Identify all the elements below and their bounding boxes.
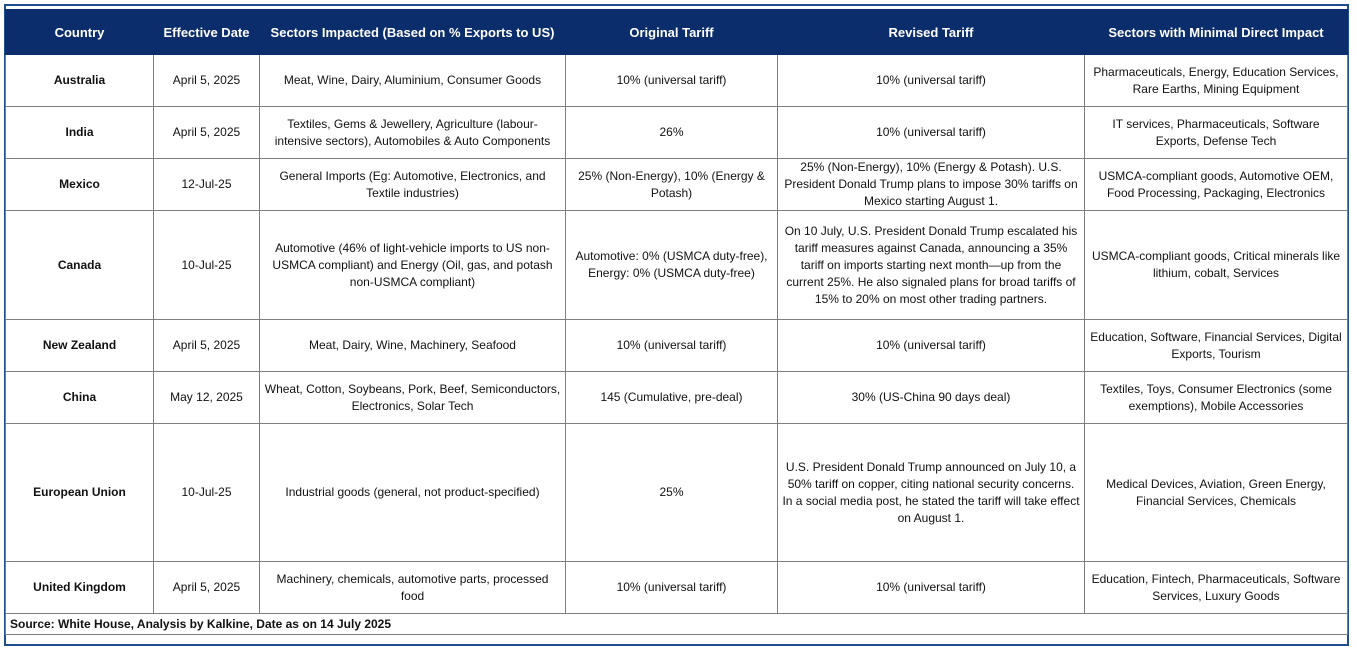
header-sectors-impacted: Sectors Impacted (Based on % Exports to US) bbox=[260, 10, 566, 55]
table-row bbox=[6, 372, 1348, 424]
country-cell: India bbox=[6, 107, 154, 159]
original-tariff-cell: Automotive: 0% (USMCA duty-free), Energy: 0% (USMCA duty-free) bbox=[566, 211, 778, 320]
table-row bbox=[6, 424, 1348, 562]
revised-tariff-cell: U.S. President Donald Trump announced on July 10, a 50% tariff on copper, citing national security concerns. In a social media post, he stated the tariff will take effect on August 1. bbox=[778, 424, 1085, 562]
original-tariff-cell: 10% (universal tariff) bbox=[566, 320, 778, 372]
original-tariff-cell: 145 (Cumulative, pre-deal) bbox=[566, 372, 778, 424]
original-tariff-cell: 26% bbox=[566, 107, 778, 159]
minimal-impact-cell: Pharmaceuticals, Energy, Education Services, Rare Earths, Mining Equipment bbox=[1085, 55, 1348, 107]
minimal-impact-cell: USMCA-compliant goods, Automotive OEM, Food Processing, Packaging, Electronics bbox=[1085, 159, 1348, 211]
revised-tariff-cell: 10% (universal tariff) bbox=[778, 562, 1085, 614]
country-cell: New Zealand bbox=[6, 320, 154, 372]
source-note: Source: White House, Analysis by Kalkine, Date as on 14 July 2025 bbox=[6, 614, 1348, 635]
sectors-cell: Meat, Dairy, Wine, Machinery, Seafood bbox=[260, 320, 566, 372]
original-tariff-cell: 25% bbox=[566, 424, 778, 562]
country-cell: European Union bbox=[6, 424, 154, 562]
country-cell: China bbox=[6, 372, 154, 424]
header-original-tariff: Original Tariff bbox=[566, 10, 778, 55]
header-effective-date: Effective Date bbox=[154, 10, 260, 55]
table-row bbox=[6, 107, 1348, 159]
minimal-impact-cell: Medical Devices, Aviation, Green Energy, Financial Services, Chemicals bbox=[1085, 424, 1348, 562]
table-header-row bbox=[6, 10, 1348, 55]
table-row bbox=[6, 159, 1348, 211]
date-cell: May 12, 2025 bbox=[154, 372, 260, 424]
country-cell: Canada bbox=[6, 211, 154, 320]
sectors-cell: Automotive (46% of light-vehicle imports to US non-USMCA compliant) and Energy (Oil, gas, and potash non-USMCA compliant) bbox=[260, 211, 566, 320]
header-revised-tariff: Revised Tariff bbox=[778, 10, 1085, 55]
tariff-table bbox=[5, 9, 1348, 635]
country-cell: Australia bbox=[6, 55, 154, 107]
minimal-impact-cell: Education, Fintech, Pharmaceuticals, Software Services, Luxury Goods bbox=[1085, 562, 1348, 614]
table-row bbox=[6, 562, 1348, 614]
date-cell: April 5, 2025 bbox=[154, 562, 260, 614]
revised-tariff-cell: 10% (universal tariff) bbox=[778, 55, 1085, 107]
revised-tariff-cell: 30% (US-China 90 days deal) bbox=[778, 372, 1085, 424]
country-cell: Mexico bbox=[6, 159, 154, 211]
revised-tariff-cell: 25% (Non-Energy), 10% (Energy & Potash). U.S. President Donald Trump plans to impose 30% tariffs on Mexico starting August 1. bbox=[778, 159, 1085, 211]
date-cell: 12-Jul-25 bbox=[154, 159, 260, 211]
original-tariff-cell: 10% (universal tariff) bbox=[566, 55, 778, 107]
date-cell: April 5, 2025 bbox=[154, 107, 260, 159]
sectors-cell: General Imports (Eg: Automotive, Electronics, and Textile industries) bbox=[260, 159, 566, 211]
minimal-impact-cell: Education, Software, Financial Services, Digital Exports, Tourism bbox=[1085, 320, 1348, 372]
date-cell: 10-Jul-25 bbox=[154, 211, 260, 320]
original-tariff-cell: 10% (universal tariff) bbox=[566, 562, 778, 614]
sectors-cell: Wheat, Cotton, Soybeans, Pork, Beef, Semiconductors, Electronics, Solar Tech bbox=[260, 372, 566, 424]
revised-tariff-cell: On 10 July, U.S. President Donald Trump escalated his tariff measures against Canada, announcing a 35% tariff on imports starting next month—up from the current 25%. He also signaled plans for broad tariffs of 15% to 20% on most other trading partners. bbox=[778, 211, 1085, 320]
country-cell: United Kingdom bbox=[6, 562, 154, 614]
date-cell: April 5, 2025 bbox=[154, 55, 260, 107]
source-row bbox=[6, 614, 1348, 635]
table-row bbox=[6, 55, 1348, 107]
header-country: Country bbox=[6, 10, 154, 55]
sectors-cell: Machinery, chemicals, automotive parts, processed food bbox=[260, 562, 566, 614]
minimal-impact-cell: Textiles, Toys, Consumer Electronics (some exemptions), Mobile Accessories bbox=[1085, 372, 1348, 424]
sectors-cell: Industrial goods (general, not product-specified) bbox=[260, 424, 566, 562]
original-tariff-cell: 25% (Non-Energy), 10% (Energy & Potash) bbox=[566, 159, 778, 211]
revised-tariff-cell: 10% (universal tariff) bbox=[778, 107, 1085, 159]
revised-tariff-cell: 10% (universal tariff) bbox=[778, 320, 1085, 372]
table-row bbox=[6, 211, 1348, 320]
minimal-impact-cell: IT services, Pharmaceuticals, Software Exports, Defense Tech bbox=[1085, 107, 1348, 159]
date-cell: April 5, 2025 bbox=[154, 320, 260, 372]
sectors-cell: Meat, Wine, Dairy, Aluminium, Consumer Goods bbox=[260, 55, 566, 107]
sectors-cell: Textiles, Gems & Jewellery, Agriculture (labour-intensive sectors), Automobiles & Auto Components bbox=[260, 107, 566, 159]
minimal-impact-cell: USMCA-compliant goods, Critical minerals like lithium, cobalt, Services bbox=[1085, 211, 1348, 320]
header-minimal-impact: Sectors with Minimal Direct Impact bbox=[1085, 10, 1348, 55]
table-row bbox=[6, 320, 1348, 372]
date-cell: 10-Jul-25 bbox=[154, 424, 260, 562]
